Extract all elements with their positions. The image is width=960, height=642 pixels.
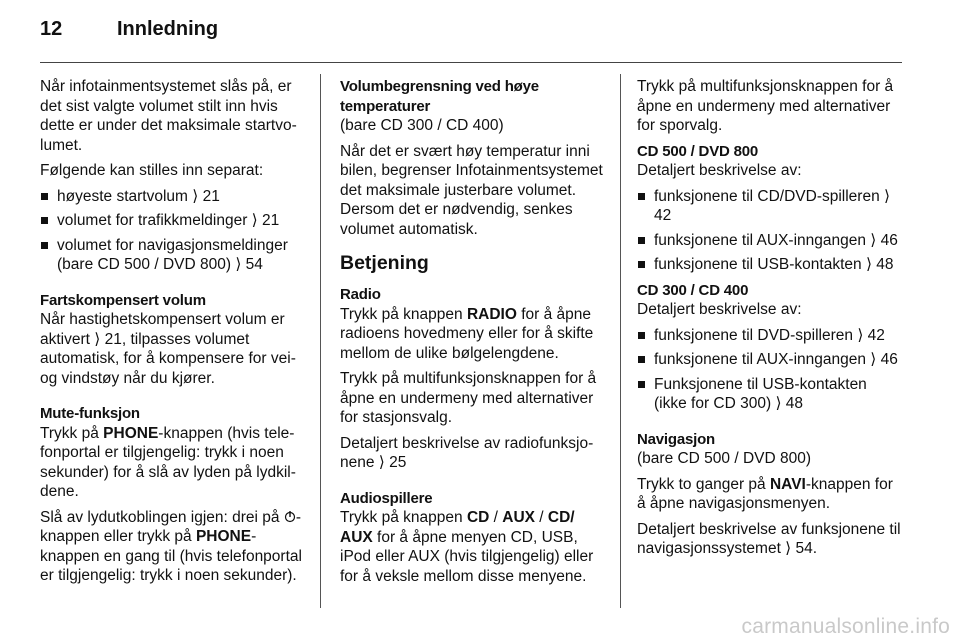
- watermark: carmanualsonline.info: [741, 614, 950, 638]
- paragraph-fartskompensert: Når hastighetskompensert volum er aktivert ⟩ 21, tilpasses volumet automatisk, for å kompensere for veiog vindstøy når du kjører.: [40, 311, 296, 387]
- list-cd500: [637, 187, 903, 275]
- heading-navigasjon: Navigasjon: [637, 430, 716, 448]
- paragraph-navi: Trykk to ganger på NAVI-knappen for å åpne navigasjonsmenyen.: [637, 475, 893, 512]
- list-volume-settings: [40, 187, 306, 275]
- paragraph-radio: Trykk på knappen RADIO for å åpne radioens hovedmeny eller for å skifte mellom de ulike bølgelengdene.: [340, 305, 594, 362]
- list-item: funksjonene til AUX-inngangen ⟩ 46: [637, 231, 903, 251]
- page-header: [40, 20, 218, 40]
- heading-audiospillere: Audiospillere: [340, 489, 433, 507]
- paragraph-cd300: Detaljert beskrivelse av:: [637, 301, 802, 318]
- paragraph-unmute: Slå av lydutkoblingen igjen: drei på -knappen eller trykk på PHONE-knappen en gang til (hvis telefonportal er tilgjengelig: trykk i noen sekunder).: [40, 508, 302, 584]
- cdaux-key-label: CD/ AUX: [340, 509, 575, 546]
- paragraph-cd300-note: (bare CD 300 / CD 400): [340, 117, 504, 134]
- radio-key-label: RADIO: [466, 305, 517, 323]
- heading-betjening: Betjening: [340, 252, 429, 274]
- list-cd300: [637, 326, 903, 414]
- paragraph-nav-note: (bare CD 500 / DVD 800): [637, 450, 812, 467]
- page-title: Innledning: [117, 18, 219, 40]
- paragraph-intro: Når infotainmentsystemet slås på, er det sist valgte volumet stilt inn hvis dette er under det maksimale startvolumet.: [40, 78, 297, 154]
- aux-key-label: AUX: [502, 509, 535, 526]
- paragraph-separat: Følgende kan stilles inn separat:: [40, 162, 264, 179]
- list-item: funksjonene til AUX-inngangen ⟩ 46: [637, 350, 903, 370]
- paragraph-temperatur: Når det er svært høy temperatur inni bilen, begrenser Infotainmentsystemet det maksimale justerbare volumet. Dersom det er nødvendig, senkes volumet automatisk.: [340, 142, 603, 238]
- paragraph-audiospillere: Trykk på knappen CD / AUX / CD/ AUX for å åpne menyen CD, USB, iPod eller AUX (hvis tilgjengelig) eller for å veksle mellom disse menyene.: [340, 509, 594, 585]
- paragraph-radio-multi: Trykk på multifunksjonsknappen for å åpne en undermeny med alternativer for stasjonsvalg.: [340, 370, 597, 426]
- heading-volumbegrensning: Volumbegrensning ved høye temperaturer: [340, 78, 539, 115]
- paragraph-mute: Trykk på PHONE-knappen (hvis telefonportal er tilgjengelig: trykk i noen sekunder) for å slå av lyden på lydkildene.: [40, 424, 296, 500]
- header-rule: [40, 62, 902, 63]
- page-number: 12: [40, 18, 63, 40]
- column-1: [40, 77, 306, 592]
- heading-cd500: CD 500 / DVD 800: [637, 142, 759, 160]
- power-knob-icon: [284, 509, 296, 526]
- list-item: høyeste startvolum ⟩ 21: [40, 187, 306, 207]
- heading-fartskompensert: Fartskompensert volum: [40, 291, 206, 309]
- column-2: [340, 77, 604, 592]
- column-3: [637, 77, 903, 565]
- list-item: volumet for navigasjonsmeldinger (bare CD 500 / DVD 800) ⟩ 54: [40, 236, 306, 275]
- navi-key-label: NAVI: [769, 475, 806, 493]
- paragraph-radio-ref: Detaljert beskrivelse av radiofunksjonene ⟩ 25: [340, 434, 594, 471]
- heading-mute: Mute-funksjon: [40, 405, 140, 422]
- phone-key-label: PHONE: [103, 424, 159, 442]
- list-item: funksjonene til USB-kontakten ⟩ 48: [637, 255, 903, 275]
- paragraph-cd500: Detaljert beskrivelse av:: [637, 162, 802, 179]
- column-divider-2: [620, 74, 621, 608]
- list-item: funksjonene til CD/DVD-spilleren ⟩ 42: [637, 187, 903, 226]
- list-item: volumet for trafikkmeldinger ⟩ 21: [40, 211, 306, 231]
- heading-radio: Radio: [340, 286, 381, 303]
- list-item: Funksjonene til USB-kontakten (ikke for CD 300) ⟩ 48: [637, 375, 903, 414]
- heading-cd300: CD 300 / CD 400: [637, 281, 749, 299]
- paragraph-nav-ref: Detaljert beskrivelse av funksjonene til navigasjonssystemet ⟩ 54.: [637, 520, 901, 557]
- cd-key-label: CD: [466, 509, 490, 526]
- list-item: funksjonene til DVD-spilleren ⟩ 42: [637, 326, 903, 346]
- column-divider-1: [320, 74, 321, 608]
- phone-key-label: PHONE: [195, 528, 252, 545]
- paragraph-sporvalg: Trykk på multifunksjonsknappen for å åpne en undermeny med alternativer for sporvalg.: [637, 78, 894, 134]
